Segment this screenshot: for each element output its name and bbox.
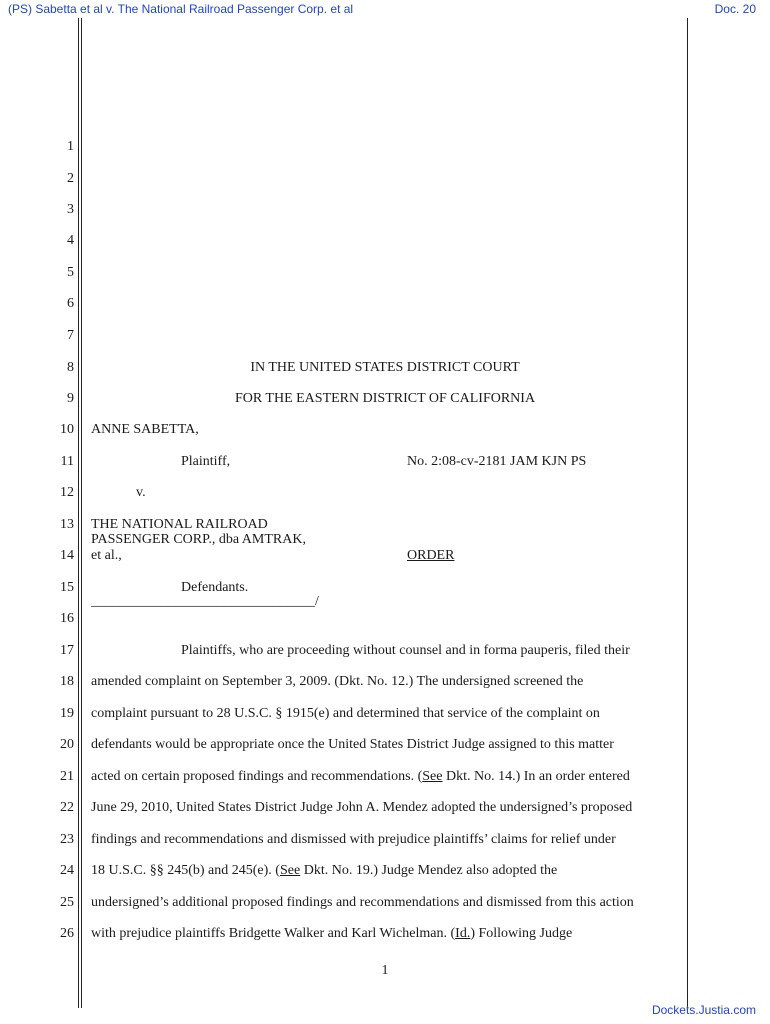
- line-number: 26: [60, 926, 74, 941]
- line-number: 16: [60, 611, 74, 626]
- doc-number-link[interactable]: Doc. 20: [714, 2, 756, 16]
- body-line-18: amended complaint on September 3, 2009. (Dkt. No. 12.) The undersigned screened the: [91, 674, 584, 689]
- line-number: 25: [60, 895, 74, 910]
- line-number: 9: [67, 391, 74, 406]
- line-number: 24: [60, 863, 74, 878]
- citation-signal: See: [279, 863, 301, 878]
- body-line-23: findings and recommendations and dismissed with prejudice plaintiffs’ claims for relief under: [91, 832, 616, 847]
- line-number: 23: [60, 832, 74, 847]
- line-number: 12: [60, 485, 74, 500]
- line-number: 14: [60, 548, 74, 563]
- line-number: 20: [60, 737, 74, 752]
- line-number: 15: [60, 580, 74, 595]
- line-number: 10: [60, 422, 74, 437]
- citation-signal: See: [422, 769, 443, 784]
- line-number: 13: [60, 517, 74, 532]
- body-text: acted on certain proposed findings and recommendations. (: [91, 769, 423, 784]
- defendant-name-line-2: PASSENGER CORP., dba AMTRAK,: [91, 532, 306, 547]
- line-number: 2: [67, 171, 74, 186]
- plaintiff-name: ANNE SABETTA,: [91, 422, 199, 437]
- body-line-25: undersigned’s additional proposed findings and recommendations and dismissed from this action: [91, 895, 634, 910]
- line-number: 11: [60, 454, 74, 469]
- body-line-24: [91, 863, 557, 879]
- left-margin-rule-1: [78, 18, 79, 1008]
- court-district: FOR THE EASTERN DISTRICT OF CALIFORNIA: [234, 391, 536, 406]
- line-number: 17: [60, 643, 74, 658]
- body-line-21: [91, 769, 630, 785]
- document-title-link[interactable]: (PS) Sabetta et al v. The National Railroad Passenger Corp. et al: [8, 2, 354, 16]
- page-number: 1: [381, 963, 389, 978]
- line-number: 8: [67, 360, 74, 375]
- line-number: 7: [67, 328, 74, 343]
- body-text: 18 U.S.C. §§ 245(b) and 245(e). (: [91, 863, 280, 878]
- defendant-name-line-1: THE NATIONAL RAILROAD: [91, 517, 268, 532]
- left-margin-rule-2: [81, 18, 82, 1008]
- line-number: 21: [60, 769, 74, 784]
- defendant-role: Defendants.: [181, 580, 249, 595]
- justia-link[interactable]: Dockets.Justia.com: [651, 1003, 756, 1017]
- body-line-22: June 29, 2010, United States District Judge John A. Mendez adopted the undersigned’s proposed: [91, 800, 633, 815]
- court-name: IN THE UNITED STATES DISTRICT COURT: [250, 360, 520, 375]
- body-text: Dkt. No. 14.) In an order entered: [442, 769, 630, 784]
- body-line-26: [91, 926, 572, 942]
- line-number: 1: [67, 139, 74, 154]
- defendant-name-line-3: et al.,: [91, 548, 122, 563]
- body-text: ) Following Judge: [470, 926, 573, 941]
- body-line-17: Plaintiffs, who are proceeding without counsel and in forma pauperis, filed their: [181, 643, 630, 658]
- line-number: 5: [67, 265, 74, 280]
- plaintiff-role: Plaintiff,: [181, 454, 231, 469]
- body-line-20: defendants would be appropriate once the United States District Judge assigned to this matter: [91, 737, 614, 752]
- case-number: No. 2:08-cv-2181 JAM KJN PS: [407, 454, 587, 469]
- line-number: 3: [67, 202, 74, 217]
- line-number: 18: [60, 674, 74, 689]
- caption-rule: ________________________________/: [91, 594, 319, 609]
- body-text: Dkt. No. 19.) Judge Mendez also adopted the: [300, 863, 558, 878]
- body-line-19: complaint pursuant to 28 U.S.C. § 1915(e) and determined that service of the complaint on: [91, 706, 600, 721]
- right-margin-rule: [687, 18, 688, 1008]
- order-title: ORDER: [407, 548, 455, 563]
- line-number: 19: [60, 706, 74, 721]
- body-text: with prejudice plaintiffs Bridgette Walker and Karl Wichelman. (: [91, 926, 456, 941]
- line-number: 22: [60, 800, 74, 815]
- line-number: 6: [67, 296, 74, 311]
- versus: v.: [136, 485, 146, 500]
- citation-signal: Id.: [455, 926, 471, 941]
- line-number: 4: [67, 233, 74, 248]
